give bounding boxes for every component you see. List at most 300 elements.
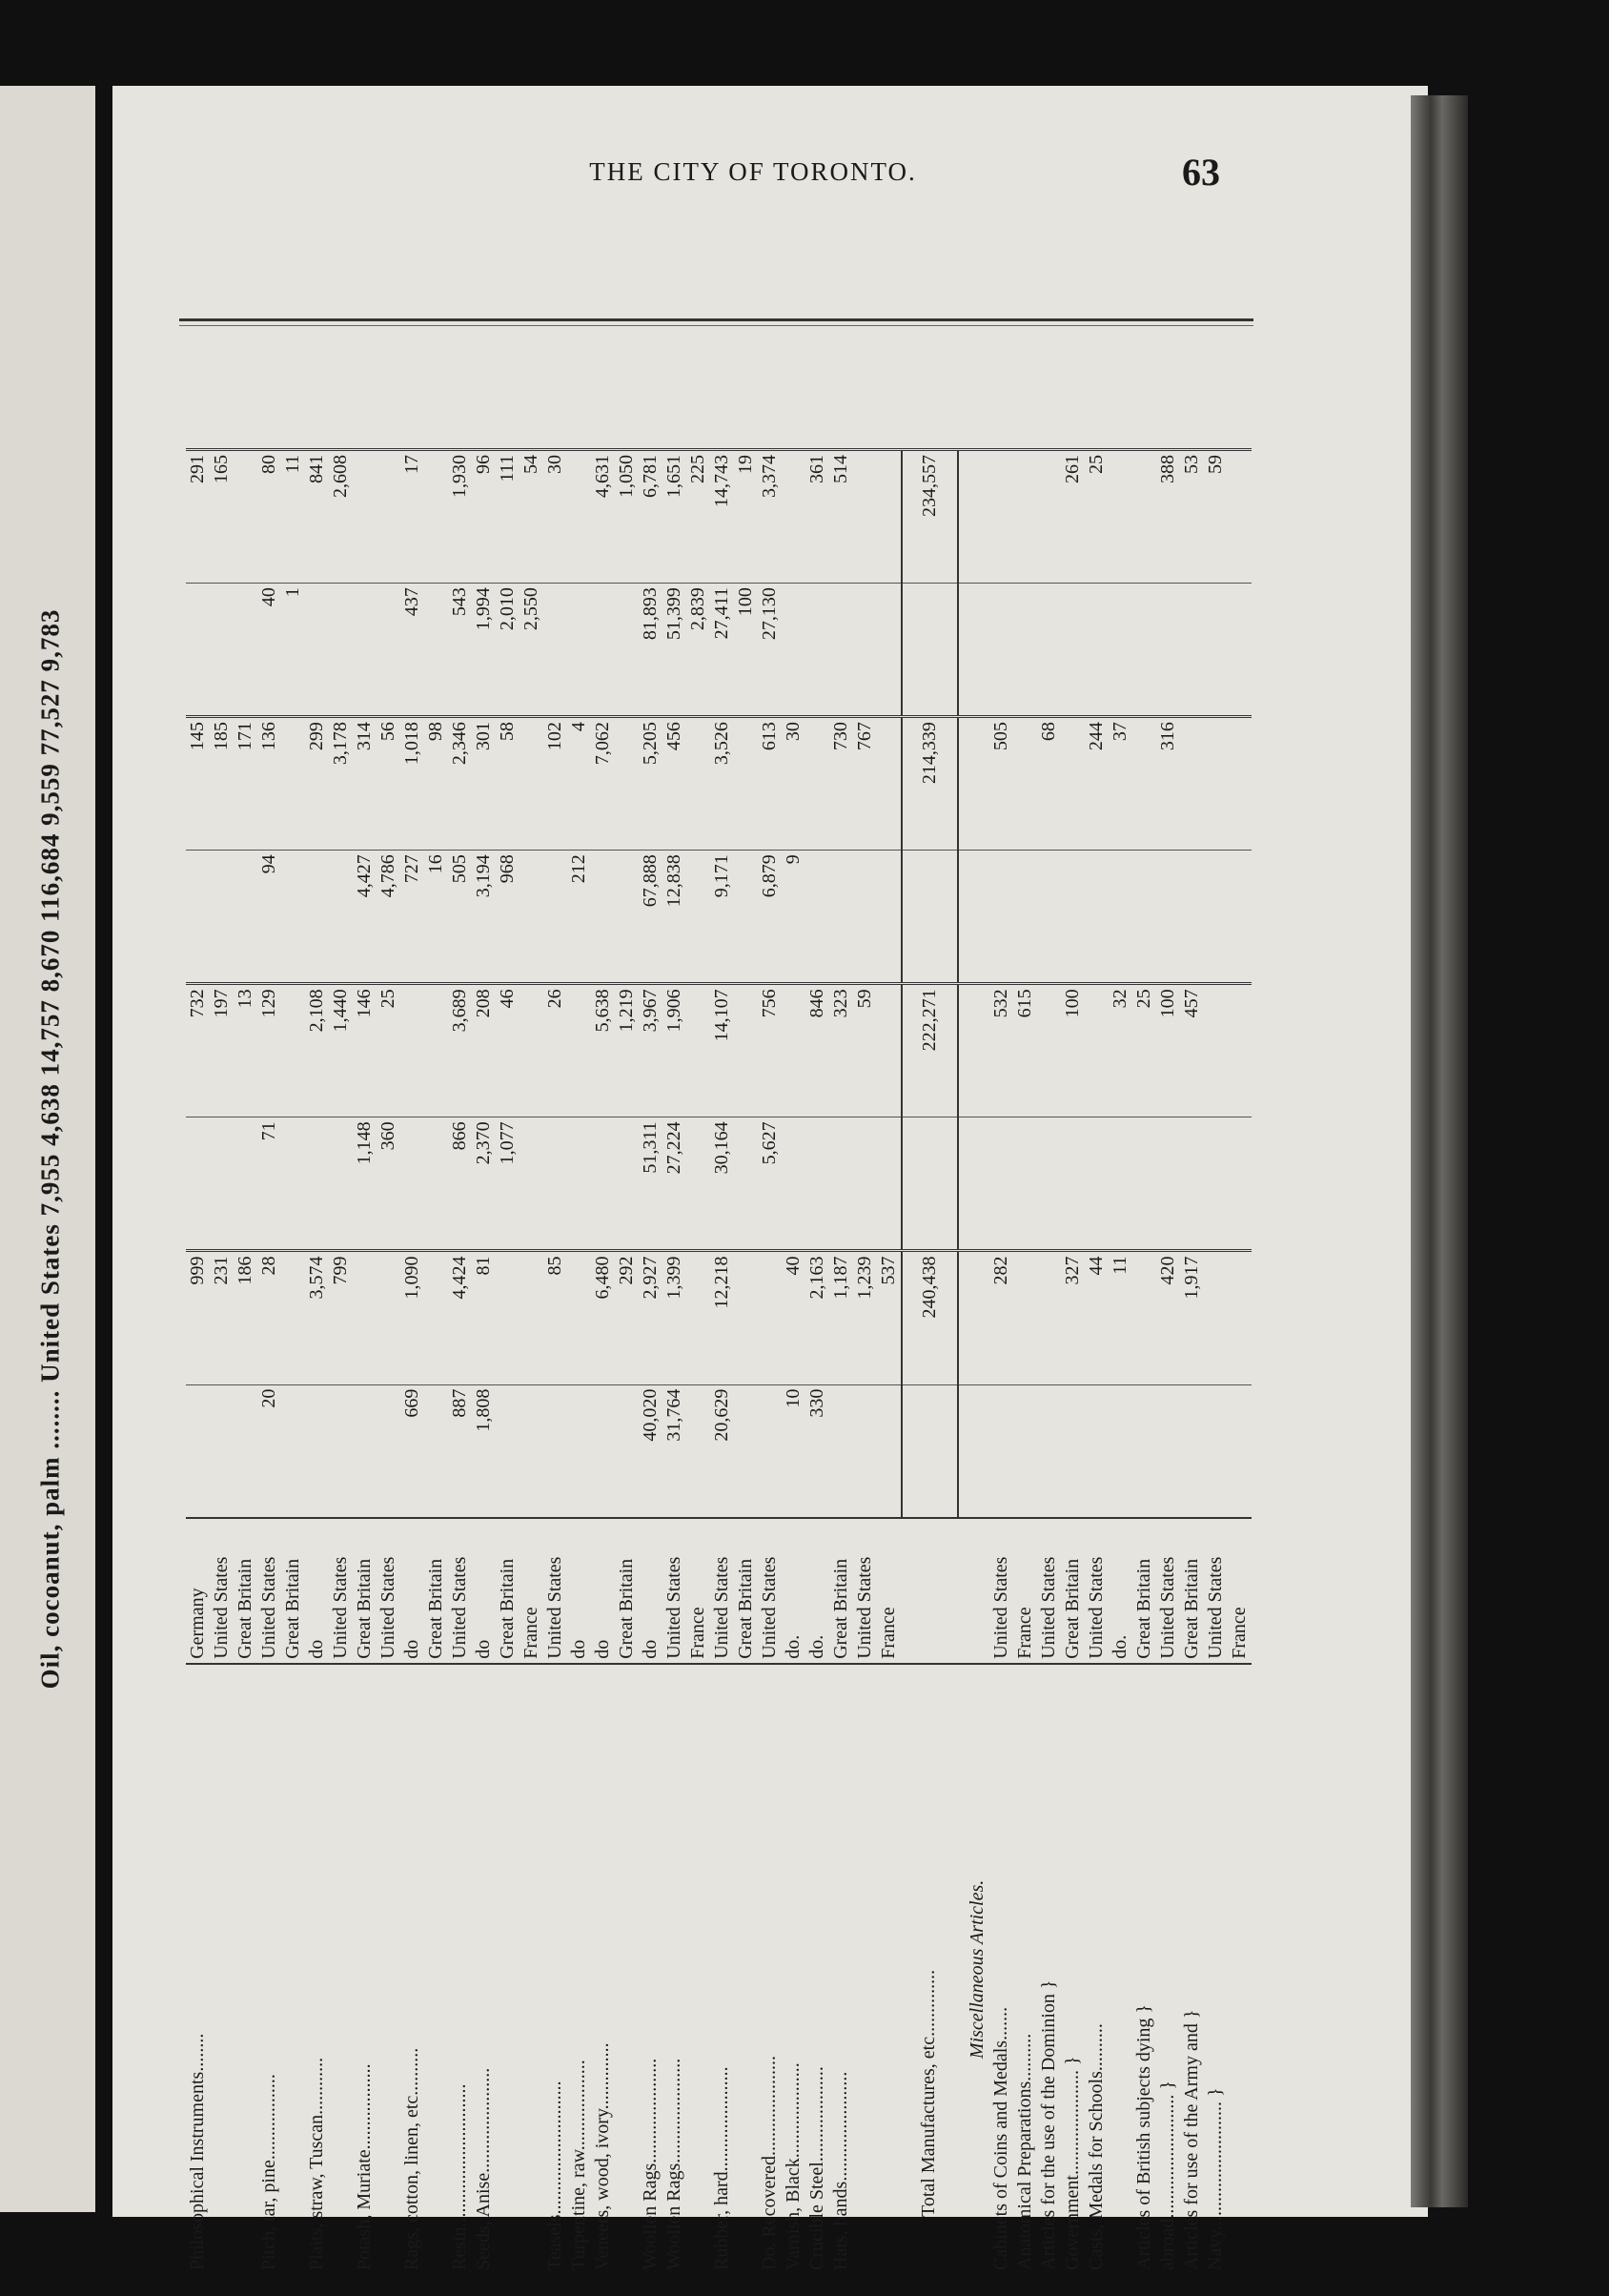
value-cell: 197 (210, 984, 234, 1117)
value-cell: 9 (782, 851, 805, 984)
value-cell: 1,148 (353, 1117, 377, 1251)
value-cell (519, 1117, 543, 1251)
value-cell: 4,786 (377, 851, 400, 984)
value-cell: 767 (853, 717, 877, 851)
article-cell: abroad.......................... } (1157, 2080, 1178, 2270)
value-cell (805, 1117, 829, 1251)
value-cell (1180, 851, 1204, 984)
article-cell: Teasels............................ (544, 2081, 565, 2270)
value-cell (958, 851, 989, 984)
value-cell (519, 984, 543, 1117)
value-cell (1061, 851, 1085, 984)
value-cell: 100 (734, 584, 758, 717)
value-cell (1109, 851, 1132, 984)
country-cell: Great Britain (281, 1518, 305, 1664)
value-cell (329, 1117, 353, 1251)
table-row (686, 450, 710, 2275)
misc-table-row (1156, 450, 1180, 2275)
value-cell: 4,427 (353, 851, 377, 984)
value-cell (853, 851, 877, 984)
article-cell (853, 1664, 877, 2274)
value-cell (1037, 851, 1061, 984)
article-cell: Varnish, Black.................... (783, 2062, 804, 2270)
value-cell: 514 (829, 450, 853, 584)
value-cell: 32 (1109, 984, 1132, 1117)
value-cell: 54 (519, 450, 543, 584)
value-cell (353, 450, 377, 584)
value-cell: 146 (353, 984, 377, 1117)
table-row (782, 450, 805, 2275)
value-cell (591, 1384, 615, 1518)
value-cell: 1,906 (662, 984, 686, 1117)
value-cell (615, 1117, 639, 1251)
value-cell: 291 (186, 450, 210, 584)
value-cell (958, 450, 989, 584)
country-cell: do (591, 1518, 615, 1664)
misc-table-row (1204, 450, 1228, 2275)
value-cell (782, 450, 805, 584)
value-cell (1228, 1117, 1252, 1251)
value-cell: 40,020 (639, 1384, 662, 1518)
country-cell: Great Britain (496, 1518, 519, 1664)
country-cell: France (686, 1518, 710, 1664)
statistics-table-frame (186, 448, 1263, 2274)
country-cell: United States (377, 1518, 400, 1664)
value-cell (305, 851, 329, 984)
value-cell: 2,927 (639, 1251, 662, 1384)
value-cell: 20 (257, 1384, 281, 1518)
value-cell: 10 (782, 1384, 805, 1518)
country-cell: United States (1037, 1518, 1061, 1664)
value-cell: 1,018 (400, 717, 424, 851)
value-cell: 31,764 (662, 1384, 686, 1518)
value-cell (1013, 1117, 1037, 1251)
table-row (591, 450, 615, 2275)
value-cell: 437 (400, 584, 424, 717)
article-cell: Resin.............................. (449, 2083, 470, 2270)
article-cell (377, 1664, 400, 2274)
header-rule (179, 318, 1253, 321)
value-cell: 165 (210, 450, 234, 584)
value-cell (1204, 584, 1228, 717)
value-cell: 505 (448, 851, 472, 984)
value-cell (1061, 1384, 1085, 1518)
value-cell: 145 (186, 717, 210, 851)
value-cell: 225 (686, 450, 710, 584)
value-cell (186, 584, 210, 717)
value-cell: 301 (472, 717, 496, 851)
value-cell (1156, 1117, 1180, 1251)
value-cell: 12,218 (710, 1251, 734, 1384)
value-cell: 361 (805, 450, 829, 584)
table-row (805, 450, 829, 2275)
value-cell (877, 1384, 902, 1518)
value-cell (496, 1384, 519, 1518)
article-cell (234, 1664, 257, 2274)
misc-table-row (1132, 450, 1156, 2275)
article-cell: Do. Recovered..................... (759, 2056, 780, 2270)
country-cell: do (639, 1518, 662, 1664)
country-cell: do. (805, 1518, 829, 1664)
value-cell (543, 851, 567, 984)
value-cell: 543 (448, 584, 472, 717)
value-cell: 2,839 (686, 584, 710, 717)
value-cell: 244 (1085, 717, 1109, 851)
value-cell: 323 (829, 984, 853, 1117)
table-row (400, 450, 424, 2275)
value-cell (1013, 851, 1037, 984)
article-cell: Articles for the use of the Dominion } (1038, 1979, 1059, 2270)
value-cell: 2,010 (496, 584, 519, 717)
country-cell: Great Britain (353, 1518, 377, 1664)
table-row (710, 450, 734, 2275)
value-cell (782, 984, 805, 1117)
total-value-cell: 214,339 (902, 717, 958, 851)
left-page-strip (8, 86, 93, 2212)
country-cell: United States (1085, 1518, 1109, 1664)
value-cell (353, 1251, 377, 1384)
value-cell (829, 1117, 853, 1251)
table-row (305, 450, 329, 2275)
value-cell (210, 1117, 234, 1251)
value-cell: 80 (257, 450, 281, 584)
table-row (853, 450, 877, 2275)
value-cell (829, 1384, 853, 1518)
value-cell: 25 (1132, 984, 1156, 1117)
value-cell: 388 (1156, 450, 1180, 584)
value-cell: 887 (448, 1384, 472, 1518)
table-row (829, 450, 853, 2275)
country-cell: do. (1109, 1518, 1132, 1664)
value-cell (281, 717, 305, 851)
value-cell (877, 1117, 902, 1251)
value-cell: 3,178 (329, 717, 353, 851)
value-cell (877, 584, 902, 717)
value-cell: 4 (567, 717, 591, 851)
misc-table-row (989, 450, 1013, 2275)
country-cell: United States (853, 1518, 877, 1664)
value-cell (989, 851, 1013, 984)
value-cell: 40 (257, 584, 281, 717)
country-cell: Great Britain (829, 1518, 853, 1664)
table-row (186, 450, 210, 2275)
value-cell (353, 584, 377, 717)
value-cell (958, 1384, 989, 1518)
value-cell (1204, 984, 1228, 1117)
value-cell (1061, 584, 1085, 717)
value-cell (424, 1251, 448, 1384)
value-cell: 5,638 (591, 984, 615, 1117)
value-cell: 3,689 (448, 984, 472, 1117)
value-cell (543, 1117, 567, 1251)
table-row (234, 450, 257, 2275)
value-cell (424, 450, 448, 584)
value-cell: 3,374 (758, 450, 782, 584)
article-cell (519, 1664, 543, 2274)
value-cell (805, 584, 829, 717)
value-cell (567, 1117, 591, 1251)
value-cell (1228, 1251, 1252, 1384)
value-cell (615, 717, 639, 851)
value-cell (377, 1251, 400, 1384)
value-cell (591, 584, 615, 717)
value-cell (686, 717, 710, 851)
country-cell (902, 1518, 958, 1664)
value-cell: 5,627 (758, 1117, 782, 1251)
value-cell (1013, 584, 1037, 717)
table-row (472, 450, 496, 2275)
value-cell: 44 (1085, 1251, 1109, 1384)
value-cell: 537 (877, 1251, 902, 1384)
value-cell (1085, 1384, 1109, 1518)
value-cell (958, 1251, 989, 1384)
article-cell: Turpentine, raw................... (568, 2060, 589, 2270)
value-cell: 1,808 (472, 1384, 496, 1518)
value-cell (567, 1251, 591, 1384)
value-cell: 866 (448, 1117, 472, 1251)
table-row (377, 450, 400, 2275)
value-cell: 68 (1037, 717, 1061, 851)
table-row (281, 450, 305, 2275)
value-cell: 669 (400, 1384, 424, 1518)
value-cell (1037, 1251, 1061, 1384)
total-value-cell: 240,438 (902, 1251, 958, 1384)
value-cell: 3,194 (472, 851, 496, 984)
value-cell: 1,917 (1180, 1251, 1204, 1384)
value-cell: 505 (989, 717, 1013, 851)
table-row (424, 450, 448, 2275)
value-cell (400, 1117, 424, 1251)
value-cell (805, 851, 829, 984)
value-cell (496, 1251, 519, 1384)
country-cell: France (1013, 1518, 1037, 1664)
value-cell (734, 1251, 758, 1384)
value-cell (1228, 984, 1252, 1117)
value-cell (853, 1384, 877, 1518)
value-cell: 96 (472, 450, 496, 584)
value-cell: 6,879 (758, 851, 782, 984)
page-number: 63 (1182, 151, 1220, 194)
value-cell (877, 984, 902, 1117)
value-cell: 11 (281, 450, 305, 584)
value-cell (567, 584, 591, 717)
misc-table-row (1061, 450, 1085, 2275)
value-cell (1061, 717, 1085, 851)
value-cell (377, 450, 400, 584)
value-cell: 212 (567, 851, 591, 984)
value-cell (958, 1117, 989, 1251)
value-cell (805, 717, 829, 851)
value-cell: 1,077 (496, 1117, 519, 1251)
value-cell (734, 851, 758, 984)
value-cell (424, 1384, 448, 1518)
value-cell: 12,838 (662, 851, 686, 984)
article-cell (329, 1664, 353, 2274)
value-cell (519, 717, 543, 851)
value-cell (305, 1117, 329, 1251)
value-cell (877, 851, 902, 984)
value-cell: 20,629 (710, 1384, 734, 1518)
value-cell: 732 (186, 984, 210, 1117)
article-cell: Cabinets of Coins and Medals....... (990, 2006, 1011, 2270)
value-cell (591, 851, 615, 984)
table-row (567, 450, 591, 2275)
article-cell (496, 1664, 519, 2274)
value-cell: 28 (257, 1251, 281, 1384)
value-cell (519, 1251, 543, 1384)
left-page (0, 86, 95, 2212)
value-cell: 46 (496, 984, 519, 1117)
country-cell: France (877, 1518, 902, 1664)
value-cell: 457 (1180, 984, 1204, 1117)
country-cell: United States (329, 1518, 353, 1664)
value-cell (686, 1117, 710, 1251)
value-cell (758, 1251, 782, 1384)
value-cell: 3,526 (710, 717, 734, 851)
value-cell (234, 1384, 257, 1518)
value-cell: 5,205 (639, 717, 662, 851)
article-cell (1228, 1664, 1252, 2274)
value-cell: 2,608 (329, 450, 353, 584)
value-cell: 968 (496, 851, 519, 984)
section-heading: Miscellaneous Articles. (967, 1879, 988, 2060)
value-cell (615, 584, 639, 717)
value-cell (1132, 584, 1156, 717)
article-cell (281, 1664, 305, 2274)
value-cell (1204, 851, 1228, 984)
value-cell: 81 (472, 1251, 496, 1384)
imports-table (186, 448, 1252, 2274)
value-cell (1132, 851, 1156, 984)
value-cell (853, 584, 877, 717)
value-cell: 1,050 (615, 450, 639, 584)
table-row (615, 450, 639, 2275)
table-row (329, 450, 353, 2275)
article-cell (615, 1664, 639, 2274)
article-cell: Casts, Medals for Schools.......... (1086, 2023, 1107, 2270)
value-cell: 261 (1061, 450, 1085, 584)
article-cell (1109, 1664, 1132, 2274)
value-cell (782, 584, 805, 717)
value-cell (1204, 1251, 1228, 1384)
value-cell (1228, 450, 1252, 584)
value-cell: 1,219 (615, 984, 639, 1117)
table-row (639, 450, 662, 2275)
value-cell: 2,370 (472, 1117, 496, 1251)
article-cell: Hats, bands....................... (830, 2071, 851, 2270)
total-value-cell: 222,271 (902, 984, 958, 1117)
value-cell (1109, 1384, 1132, 1518)
value-cell (305, 584, 329, 717)
running-title: THE CITY OF TORONTO. (589, 157, 917, 186)
total-value-cell (902, 1117, 958, 1251)
country-cell: do (472, 1518, 496, 1664)
country-cell: Great Britain (1061, 1518, 1085, 1664)
value-cell: 727 (400, 851, 424, 984)
value-cell: 841 (305, 450, 329, 584)
table-row (662, 450, 686, 2275)
country-cell: United States (210, 1518, 234, 1664)
value-cell: 420 (1156, 1251, 1180, 1384)
table-row (758, 450, 782, 2275)
value-cell: 7,062 (591, 717, 615, 851)
article-cell: Rubber, hard...................... (711, 2066, 732, 2270)
value-cell (1132, 1384, 1156, 1518)
country-cell: United States (989, 1518, 1013, 1664)
value-cell (989, 1117, 1013, 1251)
value-cell: 25 (1085, 450, 1109, 584)
value-cell (210, 1384, 234, 1518)
value-cell: 27,224 (662, 1117, 686, 1251)
value-cell (210, 851, 234, 984)
misc-table-row (1180, 450, 1204, 2275)
value-cell (234, 851, 257, 984)
value-cell (1037, 984, 1061, 1117)
value-cell: 360 (377, 1117, 400, 1251)
value-cell (186, 851, 210, 984)
value-cell (1132, 450, 1156, 584)
value-cell (1013, 717, 1037, 851)
value-cell (519, 851, 543, 984)
value-cell (1180, 1384, 1204, 1518)
value-cell: 67,888 (639, 851, 662, 984)
country-cell: United States (448, 1518, 472, 1664)
value-cell (877, 450, 902, 584)
table-row (519, 450, 543, 2275)
total-value-cell (902, 584, 958, 717)
value-cell: 1,090 (400, 1251, 424, 1384)
value-cell: 999 (186, 1251, 210, 1384)
value-cell: 330 (805, 1384, 829, 1518)
value-cell: 100 (1061, 984, 1085, 1117)
total-label: Total Manufactures, etc.............. (918, 1969, 939, 2217)
value-cell (543, 1384, 567, 1518)
misc-table-row (1085, 450, 1109, 2275)
value-cell (1061, 1117, 1085, 1251)
value-cell (186, 1384, 210, 1518)
value-cell: 3,574 (305, 1251, 329, 1384)
value-cell (1228, 851, 1252, 984)
value-cell: 30,164 (710, 1117, 734, 1251)
country-cell: do (567, 1518, 591, 1664)
table-row (543, 450, 567, 2275)
article-cell (686, 1664, 710, 2274)
statistics-table-rotated (186, 448, 1263, 2274)
value-cell: 1,440 (329, 984, 353, 1117)
country-cell (958, 1518, 989, 1664)
value-cell (734, 1384, 758, 1518)
value-cell: 129 (257, 984, 281, 1117)
article-cell: Veneers, wood, ivory.............. (592, 2042, 613, 2270)
value-cell (1037, 1384, 1061, 1518)
value-cell: 94 (257, 851, 281, 984)
value-cell (329, 1384, 353, 1518)
country-cell: Great Britain (1180, 1518, 1204, 1664)
value-cell: 231 (210, 1251, 234, 1384)
value-cell: 327 (1061, 1251, 1085, 1384)
value-cell: 11 (1109, 1251, 1132, 1384)
country-cell: United States (1156, 1518, 1180, 1664)
country-cell: France (519, 1518, 543, 1664)
article-cell (424, 1664, 448, 2274)
value-cell (281, 984, 305, 1117)
article-cell (734, 1664, 758, 2274)
value-cell: 1 (281, 584, 305, 717)
value-cell: 40 (782, 1251, 805, 1384)
country-cell: Great Britain (1132, 1518, 1156, 1664)
value-cell: 185 (210, 717, 234, 851)
value-cell: 37 (1109, 717, 1132, 851)
